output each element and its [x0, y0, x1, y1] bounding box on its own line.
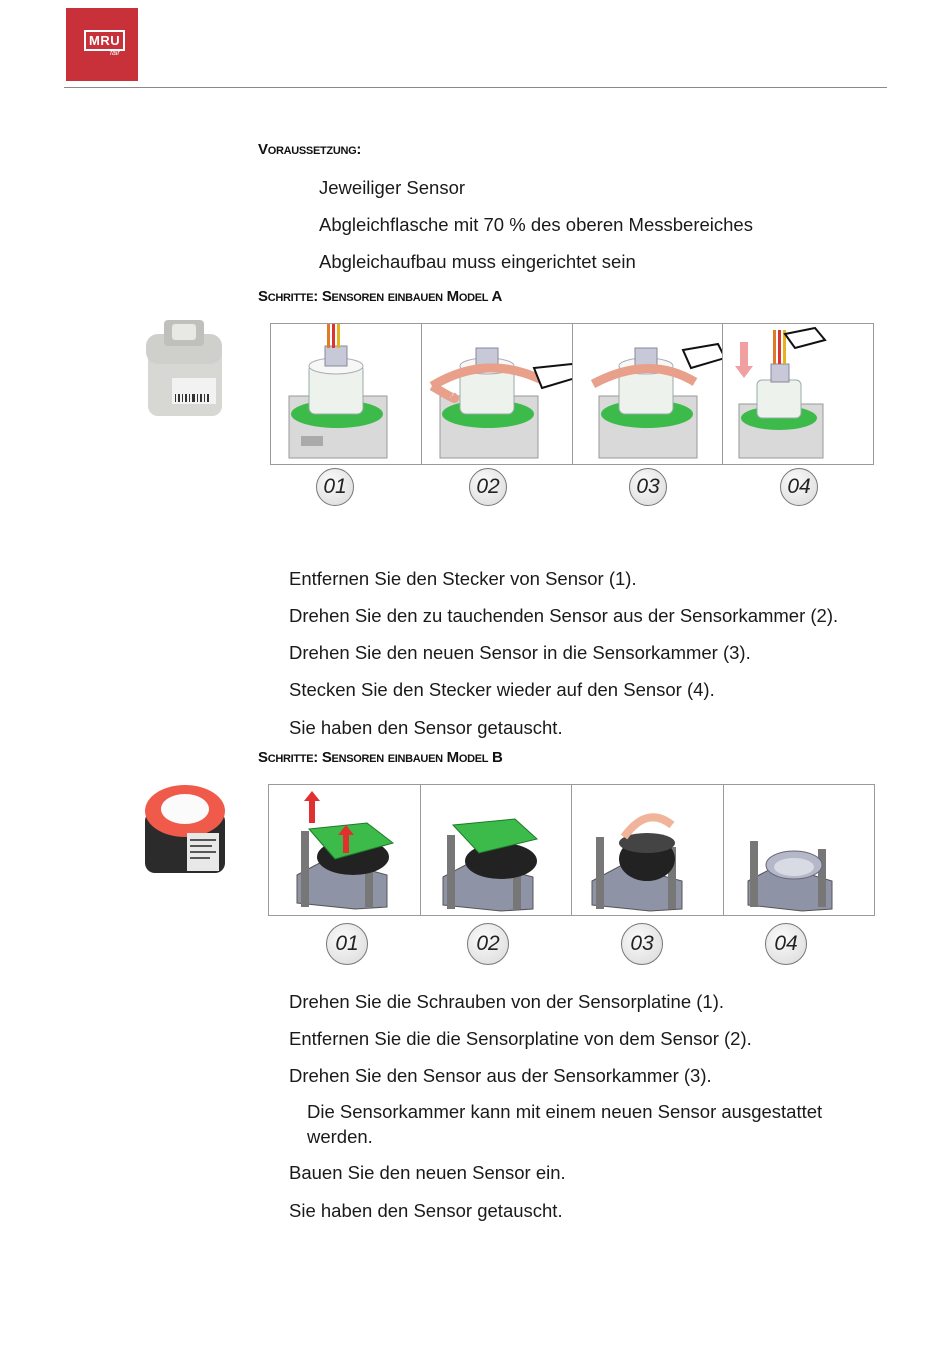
- prerequisite-item: Jeweiliger Sensor: [319, 177, 466, 198]
- model-a-step-text: Stecken Sie den Stecker wieder auf den Sensor (4).: [289, 679, 715, 700]
- model-b-step-panel-1: [269, 785, 421, 915]
- model-a-step-panel-2: [422, 324, 573, 464]
- header-divider: [64, 87, 887, 88]
- model-b-step-badge-2: 02: [467, 923, 509, 965]
- model-a-step-text: Entfernen Sie den Stecker von Sensor (1).: [289, 568, 637, 589]
- model-a-step-badge-4: 04: [780, 468, 818, 506]
- logo-subtext: fair: [110, 50, 120, 57]
- sensor-b-photo: [143, 781, 227, 877]
- model-a-step-panel-3: [573, 324, 724, 464]
- model-b-step-badge-4: 04: [765, 923, 807, 965]
- prerequisite-item: Abgleichaufbau muss eingerichtet sein: [319, 251, 636, 272]
- model-b-step-badge-3: 03: [621, 923, 663, 965]
- model-b-step-text: Entfernen Sie die die Sensorplatine von dem Sensor (2).: [289, 1028, 752, 1049]
- model-a-step-badge-2: 02: [469, 468, 507, 506]
- model-b-step-panel-4: [724, 785, 875, 915]
- model-a-step-badge-3: 03: [629, 468, 667, 506]
- model-b-steps-illustration: [268, 784, 875, 916]
- model-b-step-text: Drehen Sie die Schrauben von der Sensorplatine (1).: [289, 991, 725, 1012]
- model-b-note: Die Sensorkammer kann mit einem neuen Sensor ausgestattet werden.: [307, 1101, 823, 1147]
- prerequisites-heading: Voraussetzung:: [258, 141, 362, 158]
- sensor-a-photo: [142, 316, 226, 422]
- model-a-steps-illustration: [270, 323, 874, 465]
- model-b-step-text: Sie haben den Sensor getauscht.: [289, 1200, 563, 1221]
- model-a-heading: Schritte: Sensoren einbauen Model A: [258, 288, 503, 305]
- model-b-step-panel-2: [421, 785, 573, 915]
- model-b-step-badge-1: 01: [326, 923, 368, 965]
- prerequisite-item: Abgleichflasche mit 70 % des oberen Messbereiches: [319, 214, 753, 235]
- model-a-step-text: Drehen Sie den neuen Sensor in die Sensorkammer (3).: [289, 642, 751, 663]
- model-a-step-text: Sie haben den Sensor getauscht.: [289, 717, 563, 738]
- model-a-step-panel-4: [723, 324, 873, 464]
- model-a-step-badge-1: 01: [316, 468, 354, 506]
- model-b-heading: Schritte: Sensoren einbauen Model B: [258, 749, 503, 766]
- model-a-step-panel-1: [271, 324, 422, 464]
- model-b-step-panel-3: [572, 785, 724, 915]
- model-b-step-text: Bauen Sie den neuen Sensor ein.: [289, 1162, 566, 1183]
- model-b-step-text: Drehen Sie den Sensor aus der Sensorkammer (3).: [289, 1065, 712, 1086]
- model-a-step-text: Drehen Sie den zu tauchenden Sensor aus der Sensorkammer (2).: [289, 605, 839, 626]
- logo-text: MRU: [84, 30, 125, 51]
